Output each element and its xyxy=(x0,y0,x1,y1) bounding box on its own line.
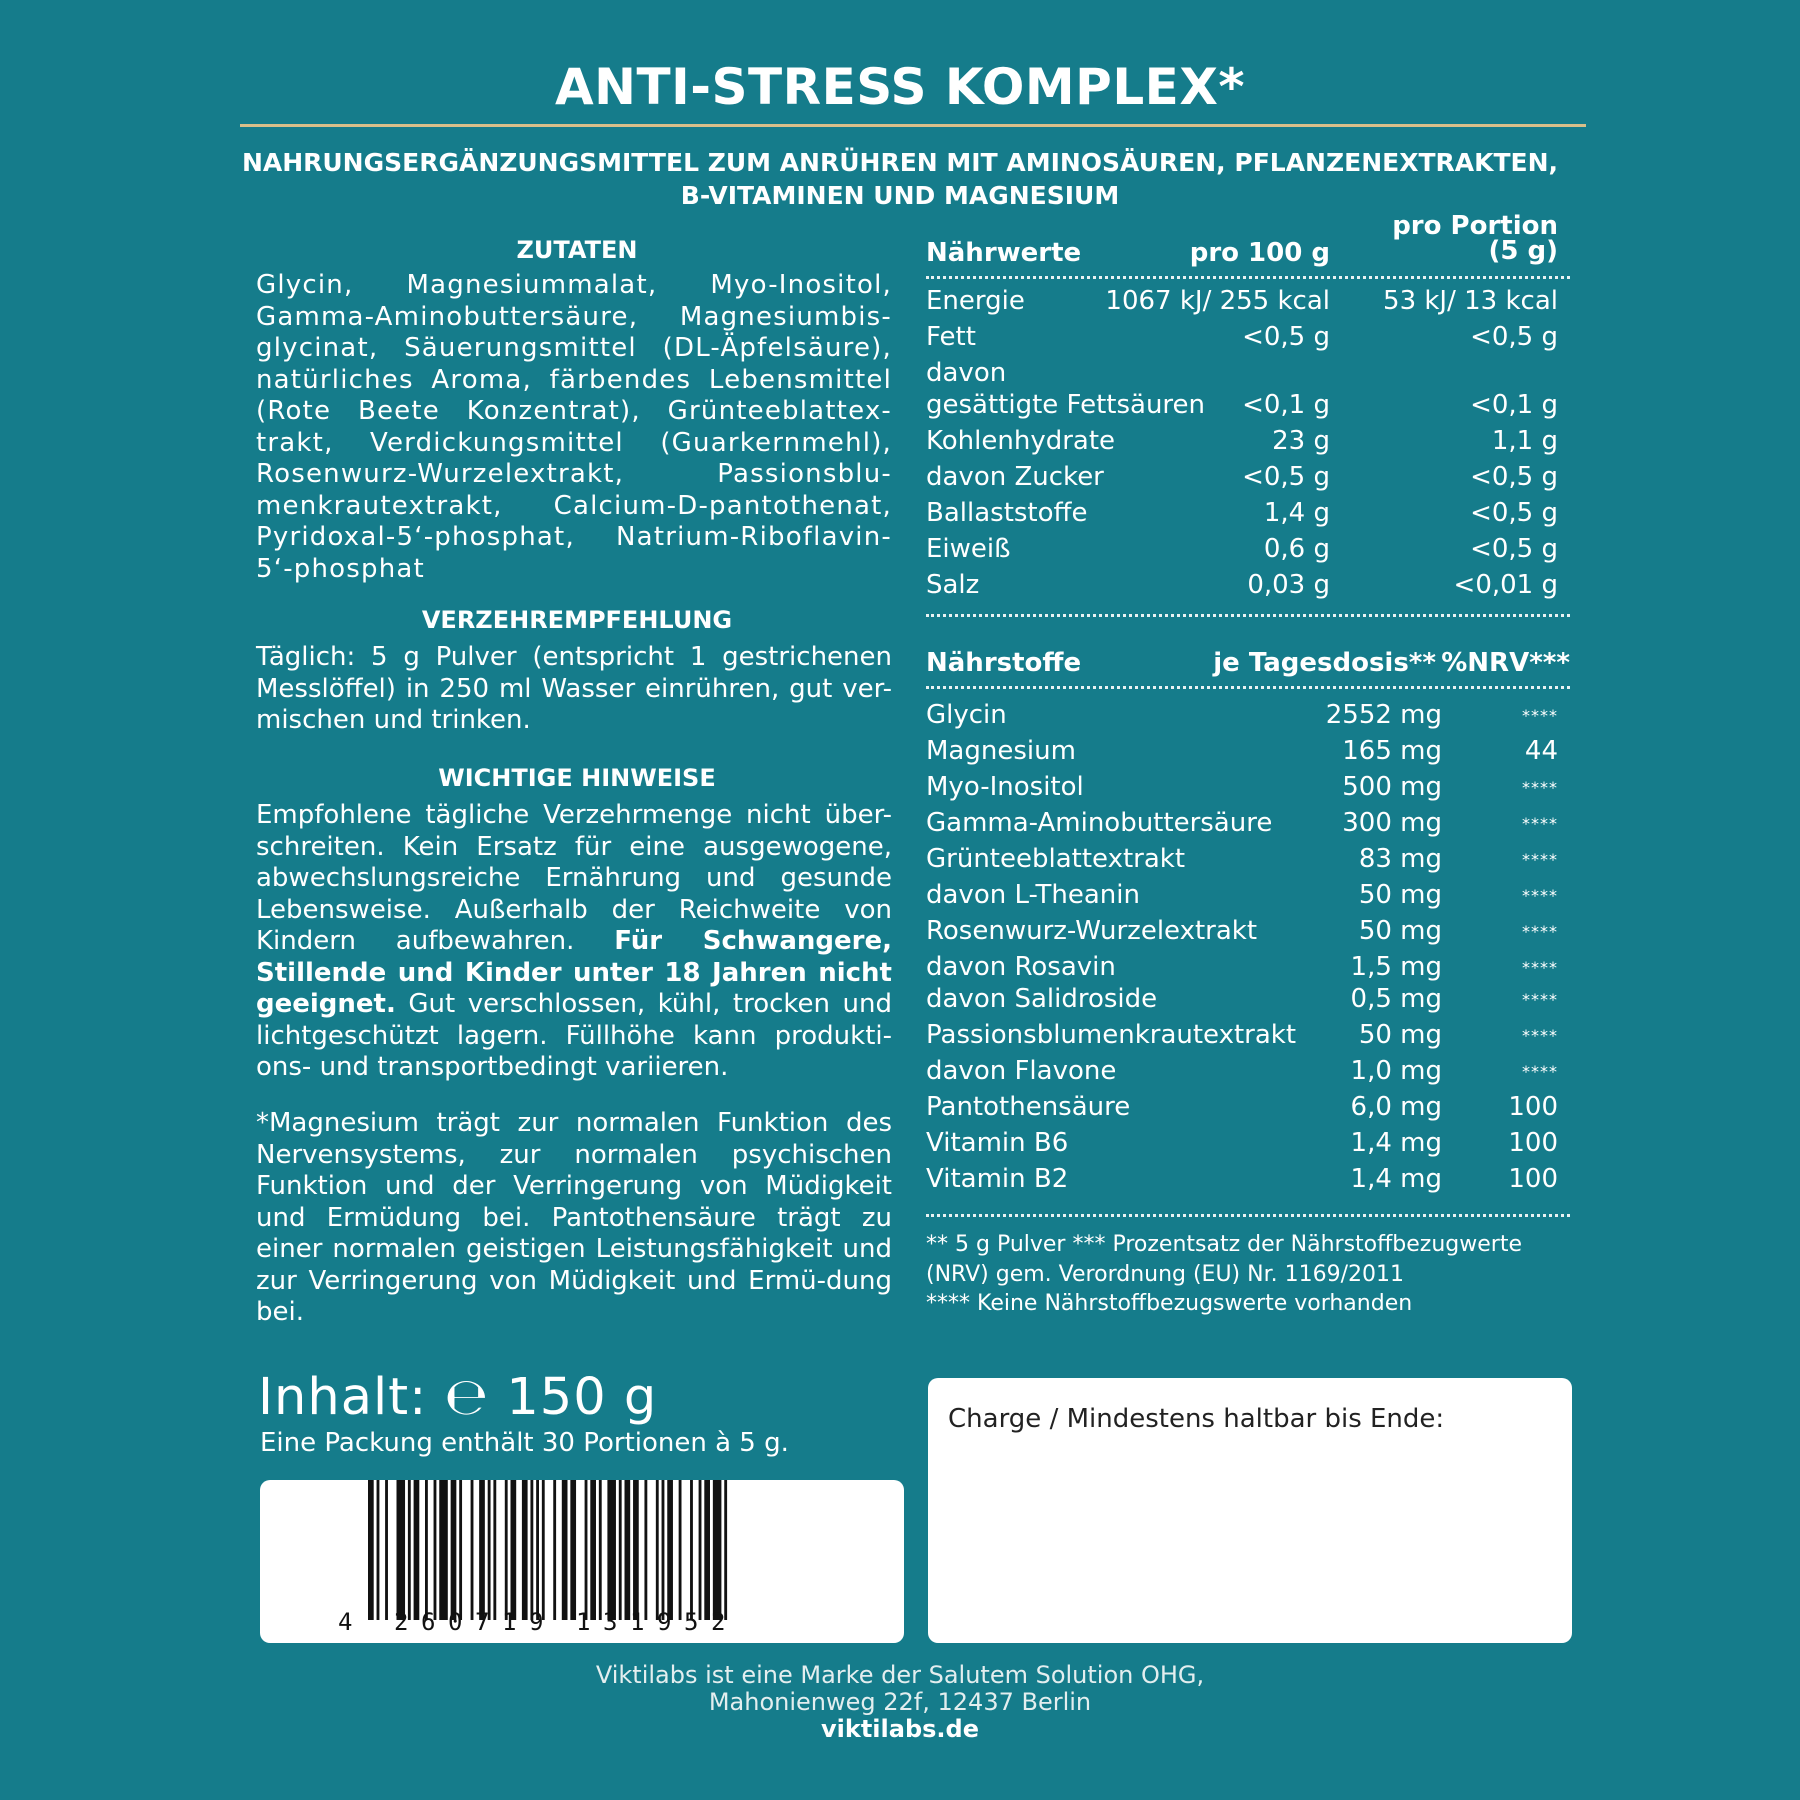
nutrient-row xyxy=(926,1092,1570,1128)
nutrients-col-dose: je Tagesdosis** xyxy=(1213,648,1436,678)
nutrient-nrv: **** xyxy=(1522,886,1558,905)
nutrient-dose: 1,5 mg xyxy=(1350,952,1442,982)
nutrition-row xyxy=(926,462,1570,498)
nutrient-label: Vitamin B6 xyxy=(926,1128,1069,1158)
nutrition-col-portion-line1: pro Portion xyxy=(1392,211,1558,241)
barcode-bar xyxy=(585,1480,588,1620)
nutrient-nrv: 44 xyxy=(1524,736,1558,766)
nutrition-col-label: Nährwerte xyxy=(926,238,1082,268)
nutrition-value-100g: 1067 kJ/ 255 kcal xyxy=(1105,286,1330,316)
barcode xyxy=(260,1480,904,1643)
nutrition-label: Kohlenhydrate xyxy=(926,426,1116,456)
nutrient-nrv: **** xyxy=(1522,1062,1558,1081)
barcode-digit: 7 xyxy=(475,1608,490,1636)
barcode-bar xyxy=(599,1480,602,1620)
nutrient-label: Rosenwurz-Wurzelextrakt xyxy=(926,916,1258,946)
nutrient-row xyxy=(926,808,1570,844)
nutrition-value-portion: 1,1 g xyxy=(1491,426,1558,456)
barcode-bar xyxy=(397,1480,406,1620)
nutrition-col-portion xyxy=(1380,211,1558,266)
notes-text-a: Empfohlene tägliche Verzehrmenge nicht über-schreiten. Kein Ersatz für eine ausgewogene, abwechslungsreiche Ernährung und gesunde Lebensweise. Außerhalb der Reichweite von Kindern aufbewahren. xyxy=(256,800,892,956)
barcode-panel xyxy=(260,1480,904,1643)
nutrition-row xyxy=(926,534,1570,570)
nutrient-dose: 50 mg xyxy=(1358,916,1442,946)
nutrition-row xyxy=(926,286,1570,322)
barcode-bar xyxy=(662,1480,665,1620)
nutrient-label: davon Salidroside xyxy=(926,984,1158,1014)
nutrient-dose: 1,4 mg xyxy=(1350,1128,1442,1158)
barcode-bar xyxy=(530,1480,533,1620)
nutrition-value-portion: <0,5 g xyxy=(1470,462,1558,492)
barcode-bar xyxy=(656,1480,659,1620)
nutrition-value-portion: <0,5 g xyxy=(1470,322,1558,352)
nutrition-row xyxy=(926,426,1570,462)
nutrition-label: Fett xyxy=(926,322,976,352)
nutrient-dose: 300 mg xyxy=(1342,808,1442,838)
nutrient-row xyxy=(926,1056,1570,1092)
nutrient-row xyxy=(926,1128,1570,1164)
nutrient-dose: 83 mg xyxy=(1358,844,1442,874)
nutrition-value-portion: <0,5 g xyxy=(1470,534,1558,564)
footnote-line-1: ** 5 g Pulver *** Prozentsatz der Nährstoffbezugwerte xyxy=(926,1232,1522,1257)
nutrient-nrv: **** xyxy=(1522,850,1558,869)
barcode-bar xyxy=(493,1480,496,1620)
nutrition-row xyxy=(926,358,1570,394)
nutrient-nrv: **** xyxy=(1522,706,1558,725)
nutrient-nrv: **** xyxy=(1522,922,1558,941)
nutrient-label: Glycin xyxy=(926,700,1007,730)
barcode-bar xyxy=(536,1480,539,1620)
barcode-bar xyxy=(414,1480,420,1620)
barcode-digit: 1 xyxy=(576,1608,591,1636)
barcode-bar xyxy=(451,1480,457,1620)
barcode-digit: 1 xyxy=(502,1608,517,1636)
footnote-line-2: (NRV) gem. Verordnung (EU) Nr. 1169/2011 xyxy=(926,1261,1404,1287)
net-content xyxy=(258,1368,657,1427)
nutrient-label: davon L-Theanin xyxy=(926,880,1140,910)
nutrient-nrv: **** xyxy=(1522,990,1558,1009)
nutrient-nrv: 100 xyxy=(1508,1092,1558,1122)
nutrient-nrv: **** xyxy=(1522,814,1558,833)
nutrients-col-label: Nährstoffe xyxy=(926,648,1082,678)
company-info xyxy=(0,1662,1800,1743)
product-subtitle xyxy=(200,146,1600,212)
barcode-bar xyxy=(713,1480,722,1620)
barcode-digit: 2 xyxy=(394,1608,409,1636)
barcode-bar xyxy=(511,1480,517,1620)
nutrition-value-portion: <0,01 g xyxy=(1453,570,1558,600)
nutrition-value-100g: 23 g xyxy=(1272,426,1330,456)
nutrition-header-divider xyxy=(926,276,1570,279)
barcode-bar xyxy=(699,1480,702,1620)
nutrients-col-nrv: %NRV*** xyxy=(1441,648,1570,678)
nutrient-row xyxy=(926,880,1570,916)
nutrient-label: Passionsblumenkrautextrakt xyxy=(926,1020,1297,1050)
barcode-bar xyxy=(607,1480,616,1620)
nutrition-row xyxy=(926,390,1570,426)
company-website: viktilabs.de xyxy=(821,1715,979,1743)
nutrient-nrv: **** xyxy=(1522,778,1558,797)
barcode-bar xyxy=(479,1480,485,1620)
nutrition-bottom-divider xyxy=(926,614,1570,617)
nutrition-value-100g: 0,6 g xyxy=(1263,534,1330,564)
nutrition-value-portion: 53 kJ/ 13 kcal xyxy=(1383,286,1558,316)
title-divider xyxy=(240,124,1586,127)
barcode-bar xyxy=(542,1480,545,1620)
company-line-2: Mahonienweg 22f, 12437 Berlin xyxy=(708,1688,1092,1716)
nutrient-label: Grünteeblattextrakt xyxy=(926,844,1186,874)
barcode-bar xyxy=(439,1480,448,1620)
nutrient-dose: 50 mg xyxy=(1358,1020,1442,1050)
barcode-bar xyxy=(644,1480,647,1620)
barcode-bar xyxy=(667,1480,673,1620)
nutrient-dose: 0,5 mg xyxy=(1350,984,1442,1014)
product-title: ANTI-STRESS KOMPLEX* xyxy=(554,58,1246,116)
nutrition-value-100g: <0,5 g xyxy=(1242,322,1330,352)
footnote-line-3: **** Keine Nährstoffbezugswerte vorhanden xyxy=(926,1291,1413,1316)
barcode-bar xyxy=(690,1480,693,1620)
barcode-bar xyxy=(385,1480,388,1620)
nutrient-row xyxy=(926,1020,1570,1056)
nutrient-label: Pantothensäure xyxy=(926,1092,1131,1122)
net-content-label: Inhalt: xyxy=(258,1368,428,1427)
ingredients-text: Glycin, Magnesiummalat, Myo-Inositol, Gamma-Aminobuttersäure, Magnesiumbis-glycinat, Säuerungsmittel (DL-Äpfelsäure), natürliches Aroma, färbendes Lebensmittel (Rote Beete Konzentrat), Grünteeblattex-trakt, Verdickungsmittel (Guarkernmehl), Rosenwurz-Wurzelextrakt, Passionsblu-menkrautextrakt, Calcium-D-pantothenat, Pyridoxal-5‘-phosphat, Natrium-Riboflavin-5‘-phosphat xyxy=(256,270,892,584)
barcode-bar xyxy=(625,1480,631,1620)
nutrient-dose: 500 mg xyxy=(1342,772,1442,802)
barcode-bar xyxy=(619,1480,622,1620)
barcode-bar xyxy=(522,1480,528,1620)
nutrient-row xyxy=(926,984,1570,1020)
barcode-bar xyxy=(408,1480,411,1620)
nutrient-row xyxy=(926,1164,1570,1200)
barcode-bar xyxy=(562,1480,568,1620)
barcode-bar xyxy=(459,1480,462,1620)
barcode-digit: 6 xyxy=(421,1608,436,1636)
barcode-digit: 2 xyxy=(711,1608,726,1636)
nutrient-row xyxy=(926,736,1570,772)
nutrient-nrv: **** xyxy=(1522,958,1558,977)
estimated-sign-icon: ℮ xyxy=(444,1368,490,1427)
nutrient-nrv: **** xyxy=(1522,1026,1558,1045)
nutrient-nrv: 100 xyxy=(1508,1164,1558,1194)
nutrient-label: Vitamin B2 xyxy=(926,1164,1069,1194)
nutrients-bottom-divider xyxy=(926,1214,1570,1217)
barcode-bar xyxy=(471,1480,474,1620)
notes-warning: Für Schwangere, Stillende und Kinder unter 18 Jahren nicht geeignet. xyxy=(256,926,893,1019)
nutrition-label: davon Zucker xyxy=(926,462,1104,492)
health-claim: *Magnesium trägt zur normalen Funktion des Nervensystems, zur normalen psychischen Funktion und der Verringerung von Müdigkeit und Ermüdung bei. Pantothensäure trägt zu einer normalen geistigen Leistungsfähigkeit und zur Verringerung von Müdigkeit und Ermü-dung bei. xyxy=(256,1108,892,1327)
nutrient-label: Myo-Inositol xyxy=(926,772,1084,802)
net-content-amount: 150 g xyxy=(506,1368,658,1427)
notes-text xyxy=(256,800,892,1084)
nutrition-row xyxy=(926,322,1570,358)
barcode-digit: 4 xyxy=(338,1608,353,1636)
barcode-bar xyxy=(590,1480,596,1620)
barcode-digit: 1 xyxy=(630,1608,645,1636)
nutrient-label: Gamma-Aminobuttersäure xyxy=(926,808,1273,838)
batch-expiry-panel xyxy=(928,1378,1572,1643)
nutrient-dose: 50 mg xyxy=(1358,880,1442,910)
nutrient-dose: 2552 mg xyxy=(1325,700,1442,730)
footnotes xyxy=(926,1230,1586,1319)
subtitle-line-1: NAHRUNGSERGÄNZUNGSMITTEL ZUM ANRÜHREN MIT AMINOSÄUREN, PFLANZENEXTRAKTEN, xyxy=(241,148,1559,177)
nutrient-label: Magnesium xyxy=(926,736,1076,766)
nutrition-row xyxy=(926,570,1570,606)
nutrient-dose: 1,0 mg xyxy=(1350,1056,1442,1086)
ingredients-heading: ZUTATEN xyxy=(516,236,638,264)
nutrition-value-100g: <0,5 g xyxy=(1242,462,1330,492)
nutrition-row xyxy=(926,498,1570,534)
nutrition-value-100g: 0,03 g xyxy=(1247,570,1330,600)
nutrient-row xyxy=(926,952,1570,988)
barcode-bar xyxy=(570,1480,576,1620)
nutrition-label: Salz xyxy=(926,570,980,600)
nutrition-label: gesättigte Fettsäuren xyxy=(926,390,1206,420)
notes-text-b: Gut verschlossen, kühl, trocken und lichtgeschützt lagern. Füllhöhe kann produkti-ons- und transportbedingt variieren. xyxy=(256,989,893,1082)
nutrient-nrv: 100 xyxy=(1508,1128,1558,1158)
nutrient-label: davon Flavone xyxy=(926,1056,1117,1086)
nutrient-dose: 1,4 mg xyxy=(1350,1164,1442,1194)
barcode-bar xyxy=(633,1480,639,1620)
company-line-1: Viktilabs ist eine Marke der Salutem Solution OHG, xyxy=(595,1661,1205,1689)
nutrition-value-portion: <0,5 g xyxy=(1470,498,1558,528)
nutrition-col-100g: pro 100 g xyxy=(1189,238,1330,268)
nutrient-row xyxy=(926,700,1570,736)
nutrient-row xyxy=(926,772,1570,808)
nutrients-header xyxy=(926,648,1570,684)
barcode-digit: 0 xyxy=(448,1608,463,1636)
barcode-bar xyxy=(377,1480,380,1620)
nutrition-label: Ballaststoffe xyxy=(926,498,1088,528)
barcode-bar xyxy=(434,1480,437,1620)
portions-info: Eine Packung enthält 30 Portionen à 5 g. xyxy=(260,1428,789,1458)
barcode-digit: 3 xyxy=(603,1608,618,1636)
barcode-bar xyxy=(553,1480,556,1620)
nutrition-col-portion-line2: (5 g) xyxy=(1488,236,1558,266)
subtitle-line-2: B-VITAMINEN UND MAGNESIUM xyxy=(680,181,1120,210)
barcode-bar xyxy=(704,1480,710,1620)
barcode-bar xyxy=(679,1480,682,1620)
usage-heading: VERZEHREMPFEHLUNG xyxy=(421,606,733,634)
nutrient-row xyxy=(926,916,1570,952)
barcode-digit: 5 xyxy=(684,1608,699,1636)
nutrition-value-100g: 1,4 g xyxy=(1263,498,1330,528)
nutrient-label: davon Rosavin xyxy=(926,952,1116,982)
nutrition-value-portion: <0,1 g xyxy=(1470,390,1558,420)
nutrition-label: Eiweiß xyxy=(926,534,1011,564)
notes-heading: WICHTIGE HINWEISE xyxy=(438,764,716,792)
barcode-bar xyxy=(425,1480,428,1620)
nutrient-row xyxy=(926,844,1570,880)
nutrition-label: davon xyxy=(926,358,1007,388)
nutrient-dose: 165 mg xyxy=(1342,736,1442,766)
barcode-bar xyxy=(724,1480,727,1620)
barcode-bar xyxy=(505,1480,508,1620)
nutrition-label: Energie xyxy=(926,286,1025,316)
barcode-digit: 9 xyxy=(529,1608,544,1636)
batch-expiry-label: Charge / Mindestens haltbar bis Ende: xyxy=(948,1404,1445,1434)
barcode-digit: 9 xyxy=(657,1608,672,1636)
nutrients-header-divider xyxy=(926,686,1570,689)
nutrition-value-100g: <0,1 g xyxy=(1242,390,1330,420)
usage-text: Täglich: 5 g Pulver (entspricht 1 gestrichenen Messlöffel) in 250 ml Wasser einrühren, gut ver-mischen und trinken. xyxy=(256,642,892,735)
nutrient-dose: 6,0 mg xyxy=(1350,1092,1442,1122)
barcode-bar xyxy=(488,1480,491,1620)
barcode-bar xyxy=(368,1480,374,1620)
